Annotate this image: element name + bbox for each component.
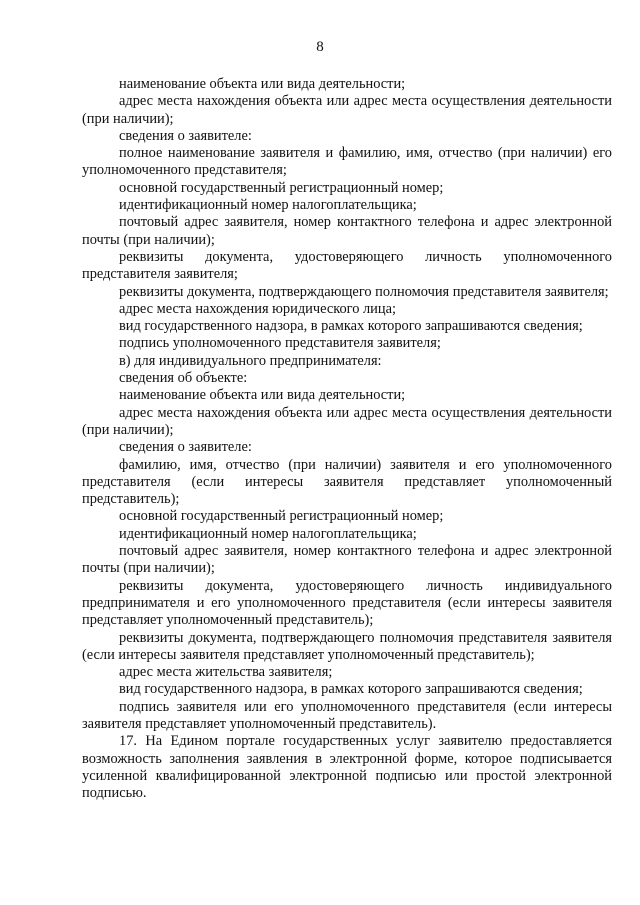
paragraph-identity-document-2: реквизиты документа, удостоверяющего личность индивидуального предпринимателя и его уполномоченного представителя (если интересы заявителя представляет уполномоченный представитель); <box>82 577 612 629</box>
paragraph-postal-address-2: почтовый адрес заявителя, номер контактного телефона и адрес электронной почты (при наличии); <box>82 543 612 577</box>
paragraph-applicant-info-heading: сведения о заявителе: <box>119 127 252 144</box>
paragraph-postal-address: почтовый адрес заявителя, номер контактного телефона и адрес электронной почты (при наличии); <box>82 214 612 248</box>
paragraph-residence-address: адрес места жительства заявителя; <box>119 664 333 681</box>
paragraph-full-name: полное наименование заявителя и фамилию, имя, отчество (при наличии) его уполномоченного представителя; <box>82 145 612 179</box>
paragraph-authority-document-2: реквизиты документа, подтверждающего полномочия представителя заявителя (если интересы заявителя представляет уполномоченный представитель); <box>82 629 612 663</box>
paragraph-signature-2: подпись заявителя или его уполномоченного представителя (если интересы заявителя представляет уполномоченный представитель). <box>82 698 612 732</box>
paragraph-applicant-info-heading-2: сведения о заявителе: <box>119 439 252 456</box>
paragraph-inn-2: идентификационный номер налогоплательщика; <box>119 525 417 542</box>
paragraph-object-name-2: наименование объекта или вида деятельности; <box>119 387 406 404</box>
paragraph-ogrn: основной государственный регистрационный номер; <box>119 179 444 196</box>
paragraph-object-name: наименование объекта или вида деятельности; <box>119 76 406 92</box>
paragraph-full-name-2: фамилию, имя, отчество (при наличии) заявителя и его уполномоченного представителя (если интересы заявителя представляет уполномоченный представитель); <box>82 456 612 508</box>
paragraph-inn: идентификационный номер налогоплательщика; <box>119 197 417 214</box>
paragraph-object-address: адрес места нахождения объекта или адрес места осуществления деятельности (при наличии); <box>82 93 612 127</box>
paragraph-object-address-2: адрес места нахождения объекта или адрес места осуществления деятельности (при наличии); <box>82 404 612 438</box>
paragraph-supervision-type-2: вид государственного надзора, в рамках которого запрашиваются сведения; <box>119 681 583 698</box>
paragraph-object-info-heading: сведения об объекте: <box>119 370 248 387</box>
paragraph-signature: подпись уполномоченного представителя заявителя; <box>119 335 441 352</box>
document-body <box>82 76 612 802</box>
paragraph-legal-address: адрес места нахождения юридического лица; <box>119 300 396 317</box>
paragraph-entrepreneur-heading: в) для индивидуального предпринимателя: <box>119 352 382 369</box>
paragraph-supervision-type: вид государственного надзора, в рамках которого запрашиваются сведения; <box>119 318 583 335</box>
page-number: 8 <box>316 39 324 55</box>
paragraph-authority-document: реквизиты документа, подтверждающего полномочия представителя заявителя; <box>119 283 609 300</box>
paragraph-clause-17: 17. На Едином портале государственных услуг заявителю предоставляется возможность заполнения заявления в электронной форме, которое подписывается усиленной квалифицированной электронной подписью или простой электронной подписью. <box>82 733 612 802</box>
paragraph-ogrn-2: основной государственный регистрационный номер; <box>119 508 444 525</box>
paragraph-identity-document: реквизиты документа, удостоверяющего личность уполномоченного представителя заявителя; <box>82 248 612 283</box>
